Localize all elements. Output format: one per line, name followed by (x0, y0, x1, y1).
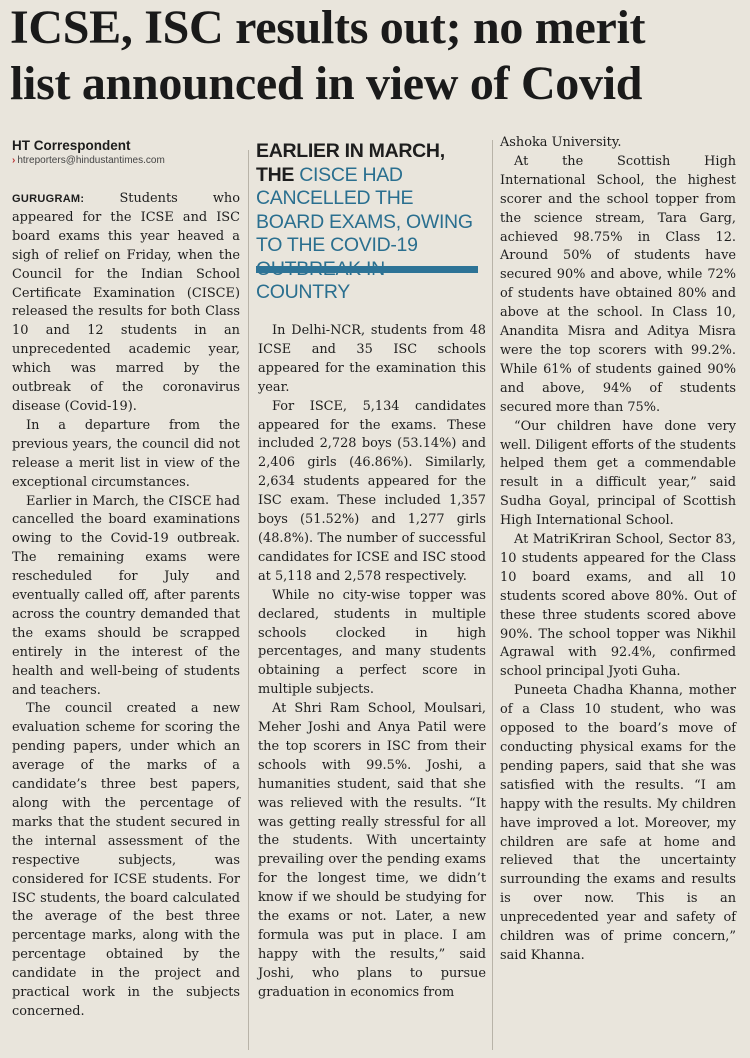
arrow-icon: › (12, 155, 16, 166)
article-paragraph: In Delhi-NCR, students from 48 ICSE and 35 ISC schools appeared for the examination this year. (258, 323, 486, 395)
article-column-2 (258, 322, 486, 1003)
byline-email[interactable] (12, 155, 252, 166)
article-paragraph: At Shri Ram School, Moulsari, Meher Joshi and Anya Patil were the top scorers in ISC from their schools with 99.5%. Joshi, a humanities student, said that she was relieved with the results. “It was getting really stressful for all the students. With uncertainty prevailing over the pending exams for the longest time, we didn’t know if we should be studying for the exams or not. Later, a new formula was put in place. I am happy with the results,” said Joshi, who plans to pursue graduation in economics from (258, 701, 486, 1000)
article-paragraph: In a departure from the previous years, the council did not release a merit list in view of the exceptional circumstances. (12, 417, 240, 490)
byline (12, 138, 252, 166)
article-paragraph: For ISCE, 5,134 candidates appeared for the exams. These included 2,728 boys (53.14%) and 2,406 girls (46.86%). Similarly, 2,634 students appeared for the ISC exam. These included 1,357 boys (51.52%) and 1,277 girls (48.8%). The number of successful candidates for ICSE and ISC stood at 5,118 and 2,578 respectively. (258, 398, 486, 584)
article-paragraph: At MatriKriran School, Sector 83, 10 students appeared for the Class 10 board exams, and all 10 students scored above 80%. Out of these three students scored above 90%. The school topper was Nikhil Agrawal with 92.4%, confirmed school principal Jyoti Guha. (500, 532, 736, 680)
pull-quote-bar (256, 266, 478, 273)
dateline: GURUGRAM: (12, 193, 85, 205)
article-paragraph (12, 190, 240, 417)
article-paragraph: While no city-wise topper was declared, students in multiple schools clocked in high percentages, and many students obtaining a perfect score in multiple subjects. (258, 587, 486, 698)
byline-email-text[interactable]: htreporters@hindustantimes.com (17, 155, 165, 166)
headline-line-2: list announced in view of Covid (10, 57, 643, 110)
paragraph-text: Students who appeared for the ICSE and ISC board exams this year heaved a sigh of relief on Friday, when the Council for the Indian School Certificate Examination (CISCE) released the results for both Class 10 and 12 students in an unprecedented academic year, which was marred by the outbreak of the coronavirus disease (Covid-19). (12, 191, 240, 414)
article-paragraph: At the Scottish High International School, the highest scorer and the school topper from the science stream, Tara Garg, achieved 98.75% in Class 12. Around 50% of students have secured 90% and above, while 72% of students have obtained 80% and above at the school. In Class 10, Anandita Misra and Aditya Misra were the top scorers with 99.2%. While 61% of students gained 90% and above, 94% of students secured more than 75%. (500, 153, 736, 415)
article-column-3 (500, 134, 736, 966)
pull-quote (256, 140, 478, 305)
headline-line-1: ICSE, ISC results out; no merit (10, 1, 646, 54)
pull-quote-rest: CISCE HAD CANCELLED THE BOARD EXAMS, OWING TO THE COVID-19 COUNTRY (256, 163, 473, 303)
article-paragraph: The council created a new evaluation scheme for scoring the pending papers, under which an average of the marks of a candidate’s three best papers, along with the percentage of marks that the student secured in the internal assessment of the respective subjects, was considered for ICSE students. For ISC students, the board calculated the average of the best three percentage marks, along with the percentage obtained by the candidate in the project and practical work in the subjects concerned. (12, 701, 240, 1019)
headline (10, 0, 740, 112)
byline-name: HT Correspondent (12, 138, 131, 153)
column-divider (492, 140, 493, 1050)
article-paragraph: Earlier in March, the CISCE had cancelled the board examinations owing to the Covid-19 outbreak. The remaining exams were rescheduled for July and eventually called off, after parents across the country demanded that the exams should be scrapped entirely in the interest of the health and well-being of students and teachers. (12, 493, 240, 698)
article-column-1 (12, 190, 240, 1022)
column-divider (248, 150, 249, 1050)
article-paragraph: Puneeta Chadha Khanna, mother of a Class 10 student, who was opposed to the board’s move of conducting physical exams for the pending papers, said that she was satisfied with the results. “I am happy with the results. My children have improved a lot. Moreover, my children are safe at home and relieved that the uncertainty surrounding the exams and results is over now. This is an unprecedented year and safety of children was of prime concern,” said Khanna. (500, 683, 736, 963)
pull-quote-lead: EARLIER IN MARCH, THE (256, 140, 445, 186)
article-paragraph: Ashoka University. (500, 135, 622, 150)
article-paragraph: “Our children have done very well. Diligent efforts of the students helped them get a commendable result in a difficult year,” said Sudha Goyal, principal of Scottish High International School. (500, 418, 736, 529)
